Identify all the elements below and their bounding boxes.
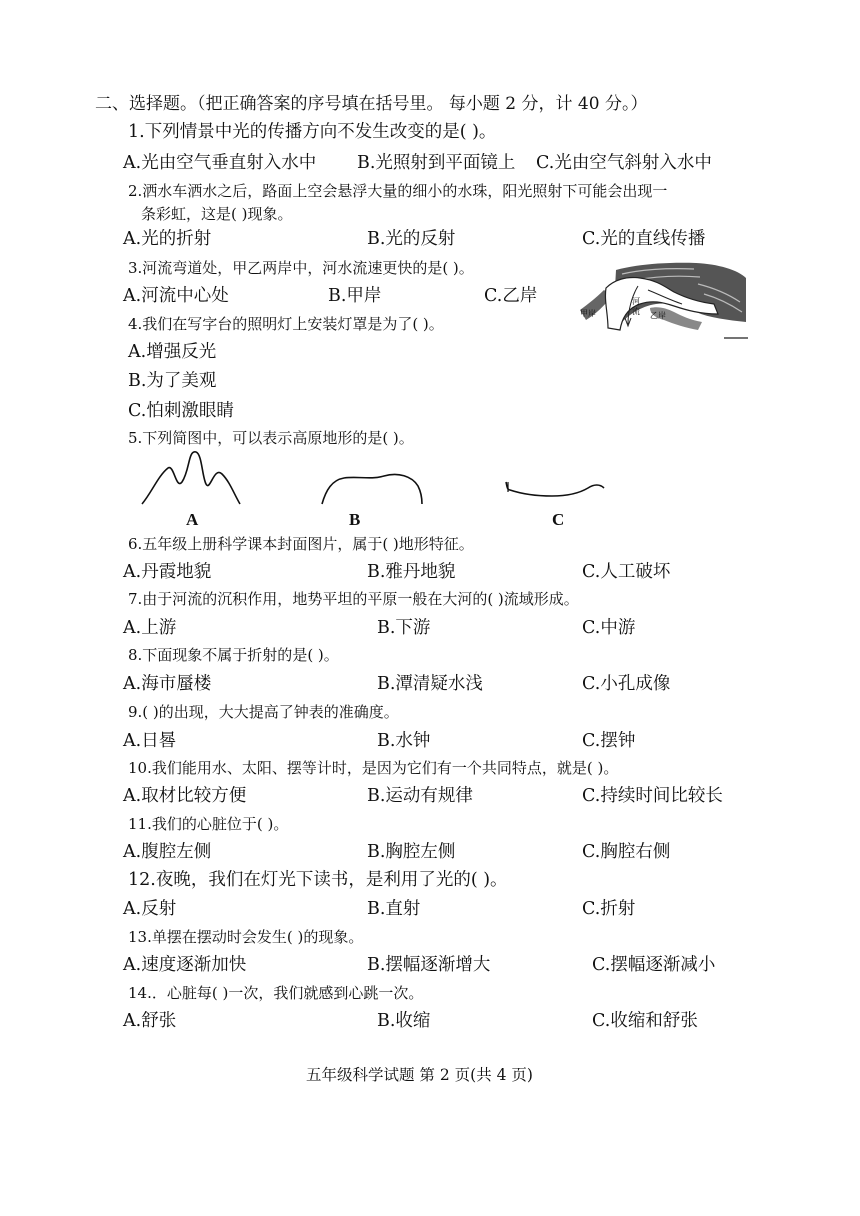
question-9-option-b: B.水钟: [377, 731, 431, 751]
question-2-option-b: B.光的反射: [367, 229, 456, 249]
question-10-option-a: A.取材比较方便: [123, 786, 247, 806]
page-footer: 五年级科学试题 第 2 页(共 4 页): [306, 1066, 533, 1084]
question-13-option-c: C.摆幅逐渐减小: [592, 955, 716, 975]
question-6-option-a: A.丹霞地貌: [123, 562, 212, 582]
question-6-stem: 6.五年级上册科学课本封面图片，属于( )地形特征。: [128, 535, 474, 553]
question-4-option-c: C.怕刺激眼睛: [128, 401, 234, 421]
question-12-stem: 12.夜晚，我们在灯光下读书，是利用了光的( )。: [128, 870, 508, 890]
question-14-option-c: C.收缩和舒张: [592, 1011, 698, 1031]
question-4-option-a: A.增强反光: [128, 342, 217, 362]
question-9-option-a: A.日晷: [123, 731, 177, 751]
figure-label-liu: 流: [632, 307, 640, 316]
terrain-sketch-a: [138, 448, 242, 510]
question-2-stem-continued: 条彩虹，这是( )现象。: [141, 205, 293, 223]
question-3-option-b: B.甲岸: [328, 286, 382, 306]
question-2-stem: 2.洒水车洒水之后，路面上空会悬浮大量的细小的水珠，阳光照射下可能会出现一: [128, 182, 668, 200]
terrain-sketch-c: [502, 476, 608, 506]
question-4-stem: 4.我们在写字台的照明灯上安装灯罩是为了( )。: [128, 315, 444, 333]
question-4-option-b: B.为了美观: [128, 371, 217, 391]
question-8-option-c: C.小孔成像: [582, 674, 671, 694]
question-8-stem: 8.下面现象不属于折射的是( )。: [128, 646, 339, 664]
question-11-option-a: A.腹腔左侧: [123, 842, 212, 862]
question-12-option-a: A.反射: [123, 899, 177, 919]
question-8-option-b: B.潭清疑水浅: [377, 674, 483, 694]
question-13-option-b: B.摆幅逐渐增大: [367, 955, 491, 975]
figure-label-jia-an: 甲岸: [580, 309, 596, 318]
question-13-option-a: A.速度逐渐加快: [123, 955, 247, 975]
question-8-option-a: A.海市蜃楼: [123, 674, 212, 694]
figure-label-he: 河: [632, 297, 640, 306]
question-10-option-c: C.持续时间比较长: [582, 786, 723, 806]
question-7-option-c: C.中游: [582, 618, 636, 638]
question-3-option-a: A.河流中心处: [123, 286, 229, 306]
question-9-option-c: C.摆钟: [582, 731, 636, 751]
question-1-option-a: A.光由空气垂直射入水中: [123, 153, 317, 173]
question-11-option-c: C.胸腔右侧: [582, 842, 671, 862]
question-14-stem: 14.．心脏每( )一次，我们就感到心跳一次。: [128, 984, 424, 1002]
question-3-option-c: C.乙岸: [484, 286, 538, 306]
question-6-option-c: C.人工破坏: [582, 562, 671, 582]
question-3-stem: 3.河流弯道处，甲乙两岸中，河水流速更快的是( )。: [128, 259, 474, 277]
question-10-option-b: B.运动有规律: [367, 786, 473, 806]
question-7-stem: 7.由于河流的沉积作用，地势平坦的平原一般在大河的( )流域形成。: [128, 590, 579, 608]
question-2-option-a: A.光的折射: [123, 229, 212, 249]
figure-label-yi-an: 乙岸: [650, 311, 666, 320]
question-7-option-a: A.上游: [123, 618, 177, 638]
section-title: 二、选择题。（把正确答案的序号填在括号里。 每小题 2 分，计 40 分。）: [95, 94, 648, 114]
question-14-option-a: A.舒张: [123, 1011, 177, 1031]
question-10-stem: 10.我们能用水、太阳、摆等计时，是因为它们有一个共同特点，就是( )。: [128, 759, 619, 777]
question-5-stem: 5.下列简图中，可以表示高原地形的是( )。: [128, 429, 414, 447]
question-12-option-b: B.直射: [367, 899, 421, 919]
question-11-option-b: B.胸腔左侧: [367, 842, 456, 862]
terrain-sketch-b: [318, 468, 426, 508]
question-2-option-c: C.光的直线传播: [582, 229, 706, 249]
question-1-option-b: B.光照射到平面镜上: [357, 153, 516, 173]
question-6-option-b: B.雅丹地貌: [367, 562, 456, 582]
question-1-option-c: C.光由空气斜射入水中: [536, 153, 712, 173]
question-7-option-b: B.下游: [377, 618, 431, 638]
question-1-stem: 1.下列情景中光的传播方向不发生改变的是( )。: [128, 122, 497, 142]
question-12-option-c: C.折射: [582, 899, 636, 919]
question-14-option-b: B.收缩: [377, 1011, 431, 1031]
river-bend-figure: [578, 260, 750, 342]
question-9-stem: 9.( )的出现，大大提高了钟表的准确度。: [128, 703, 399, 721]
terrain-label-c: C: [552, 510, 565, 529]
terrain-label-b: B: [349, 510, 361, 529]
question-11-stem: 11.我们的心脏位于( )。: [128, 815, 289, 833]
question-13-stem: 13.单摆在摆动时会发生( )的现象。: [128, 928, 364, 946]
terrain-label-a: A: [186, 510, 199, 529]
